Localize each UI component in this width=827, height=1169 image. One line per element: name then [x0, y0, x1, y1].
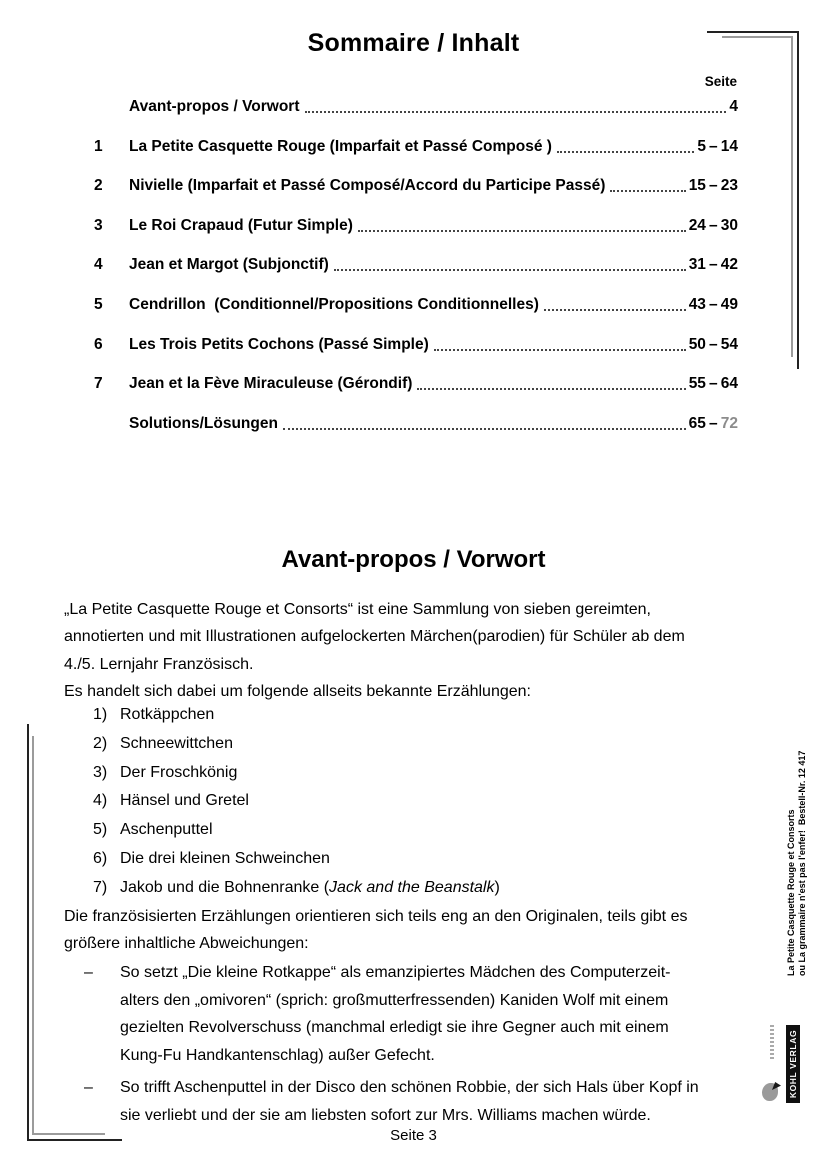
toc-entry-number: 7 — [94, 375, 103, 393]
dot-leader — [283, 428, 686, 430]
muted-page-number: 72 — [720, 414, 738, 432]
dash-item-text — [120, 959, 670, 1070]
list-item-label: Schneewittchen — [120, 734, 233, 752]
list-item — [93, 874, 500, 903]
toc-entry-number: 6 — [94, 335, 103, 353]
dot-leader — [434, 349, 686, 351]
list-item-number: 6) — [93, 849, 108, 867]
publisher-logo — [766, 1025, 800, 1103]
foreword-title: Avant-propos / Vorwort — [281, 546, 546, 573]
paragraph-line: gezielten Revolverschuss (manchmal erledigt sie ihre Gegner auch mit einem — [120, 1019, 669, 1037]
toc-entry-title: Le Roi Crapaud (Futur Simple) — [129, 216, 353, 234]
list-item-number: 7) — [93, 878, 108, 896]
toc-entry-number: 3 — [94, 216, 103, 234]
paragraph-line: „La Petite Casquette Rouge et Consorts“ ist eine Sammlung von sieben gereimten, — [64, 601, 651, 618]
toc-entry-pages: 55 – 64 — [688, 375, 738, 393]
dash-list-item — [84, 1074, 699, 1129]
list-item-number: 4) — [93, 792, 108, 810]
list-item — [93, 787, 500, 816]
dot-leader — [358, 230, 686, 232]
list-item-number: 1) — [93, 706, 108, 723]
toc-entry-solutions — [88, 416, 738, 432]
toc-entry — [88, 99, 738, 115]
list-item-label: Die drei kleinen Schweinchen — [120, 849, 330, 867]
dot-leader — [544, 309, 686, 311]
sidebar-title-line: La Petite Casquette Rouge et Consorts — [786, 809, 796, 976]
paragraph-line: Kung-Fu Handkantenschlag) außer Gefecht. — [120, 1047, 435, 1065]
paragraph-line: So trifft Aschenputtel in der Disco den schönen Robbie, der sich Hals über Kopf in — [120, 1079, 699, 1096]
list-item — [93, 816, 500, 845]
list-item-label: Hänsel und Gretel — [120, 792, 249, 810]
toc-title: Sommaire / Inhalt — [307, 29, 520, 57]
toc-entry-title: Solutions/Lösungen — [129, 414, 278, 432]
toc-entry-title: Avant-propos / Vorwort — [129, 98, 300, 115]
dash-list-item — [84, 959, 670, 1070]
toc-entry-number: 2 — [94, 177, 103, 195]
toc-entry-pages: 65 – 72 — [688, 414, 738, 432]
page-number-footer: Seite 3 — [390, 1127, 437, 1144]
list-item-label: Rotkäppchen — [120, 706, 215, 723]
logo-fine-print — [770, 1025, 774, 1059]
toc-entry-pages: 31 – 42 — [688, 256, 738, 274]
list-item-number: 2) — [93, 734, 108, 752]
publisher-logo-banner: KOHL VERLAG — [786, 1025, 800, 1103]
toc-entry — [88, 139, 738, 155]
toc-entry-title: Nivielle (Imparfait et Passé Composé/Accord du Participe Passé) — [129, 177, 606, 195]
toc-page-column-label: Seite — [704, 74, 737, 89]
toc-entry — [88, 218, 738, 234]
list-item-label: Jakob und die Bohnenranke (Jack and the Beanstalk) — [120, 878, 500, 896]
dot-leader — [417, 388, 685, 390]
paragraph-line: alters den „omivoren“ (sprich: großmutterfressenden) Kaniden Wolf mit einem — [120, 991, 669, 1009]
toc-entry-pages: 5 – 14 — [697, 137, 738, 155]
list-item-label: Der Froschkönig — [120, 763, 238, 781]
list-item — [93, 759, 500, 788]
foreword-paragraph-1 — [64, 596, 685, 706]
dot-leader — [610, 190, 685, 192]
paragraph-line: größere inhaltliche Abweichungen: — [64, 935, 309, 953]
list-item-label: Aschenputtel — [120, 821, 213, 839]
dot-leader — [557, 151, 694, 153]
paragraph-line: annotierten und mit Illustrationen aufgelockerten Märchen(parodien) für Schüler ab dem — [64, 628, 685, 646]
list-item — [93, 845, 500, 874]
toc-entry-title: Les Trois Petits Cochons (Passé Simple) — [129, 335, 429, 353]
toc-entry-number: 5 — [94, 295, 103, 313]
toc-entry-pages: 4 — [729, 98, 738, 115]
list-item-number: 3) — [93, 763, 108, 781]
dash-item-text — [120, 1074, 699, 1129]
dash-bullet: – — [84, 964, 93, 981]
list-item-number: 5) — [93, 821, 108, 839]
toc-entry-number: 1 — [94, 137, 103, 155]
toc-entry-title: Jean et Margot (Subjonctif) — [129, 256, 329, 274]
toc-entry-pages: 50 – 54 — [688, 335, 738, 353]
foreword-paragraph-2 — [64, 903, 687, 958]
toc-entry — [88, 257, 738, 273]
toc-entry — [88, 297, 738, 313]
toc-entries — [88, 99, 738, 432]
sidebar-title-line: ou La grammaire n'est pas l'enfer! Bestell-Nr. 12 417 — [797, 750, 807, 976]
toc-entry-pages: 43 – 49 — [688, 295, 738, 313]
paragraph-line: Die französisierten Erzählungen orientieren sich teils eng an den Originalen, teils gibt es — [64, 908, 688, 925]
toc-entry — [88, 337, 738, 353]
toc-entry-title: Cendrillon (Conditionnel/Propositions Conditionnelles) — [129, 295, 539, 313]
sidebar-book-title — [786, 746, 808, 976]
toc-entry-pages: 24 – 30 — [688, 216, 738, 234]
list-item — [93, 730, 500, 759]
toc-entry — [88, 376, 738, 392]
italic-title: Jack and the Beanstalk — [329, 878, 495, 896]
toc-entry-number: 4 — [94, 256, 103, 274]
list-item — [93, 701, 500, 730]
paragraph-line: 4./5. Lernjahr Französisch. — [64, 655, 254, 673]
toc-entry-title: La Petite Casquette Rouge (Imparfait et Passé Composé ) — [129, 137, 552, 155]
toc-entry-pages: 15 – 23 — [688, 177, 738, 195]
paragraph-line: So setzt „Die kleine Rotkappe“ als emanzipiertes Mädchen des Computerzeit- — [120, 964, 671, 981]
toc-entry-title: Jean et la Fève Miraculeuse (Gérondif) — [129, 375, 413, 393]
toc-entry — [88, 178, 738, 194]
dot-leader — [334, 269, 686, 271]
dot-leader — [305, 111, 727, 113]
fairy-tale-list — [93, 701, 500, 903]
dash-bullet: – — [84, 1079, 93, 1096]
paragraph-line: sie verliebt und der sie am liebsten sofort zur Mrs. Williams machen würde. — [120, 1106, 651, 1124]
paragraph-line: Es handelt sich dabei um folgende allseits bekannte Erzählungen: — [64, 683, 531, 701]
